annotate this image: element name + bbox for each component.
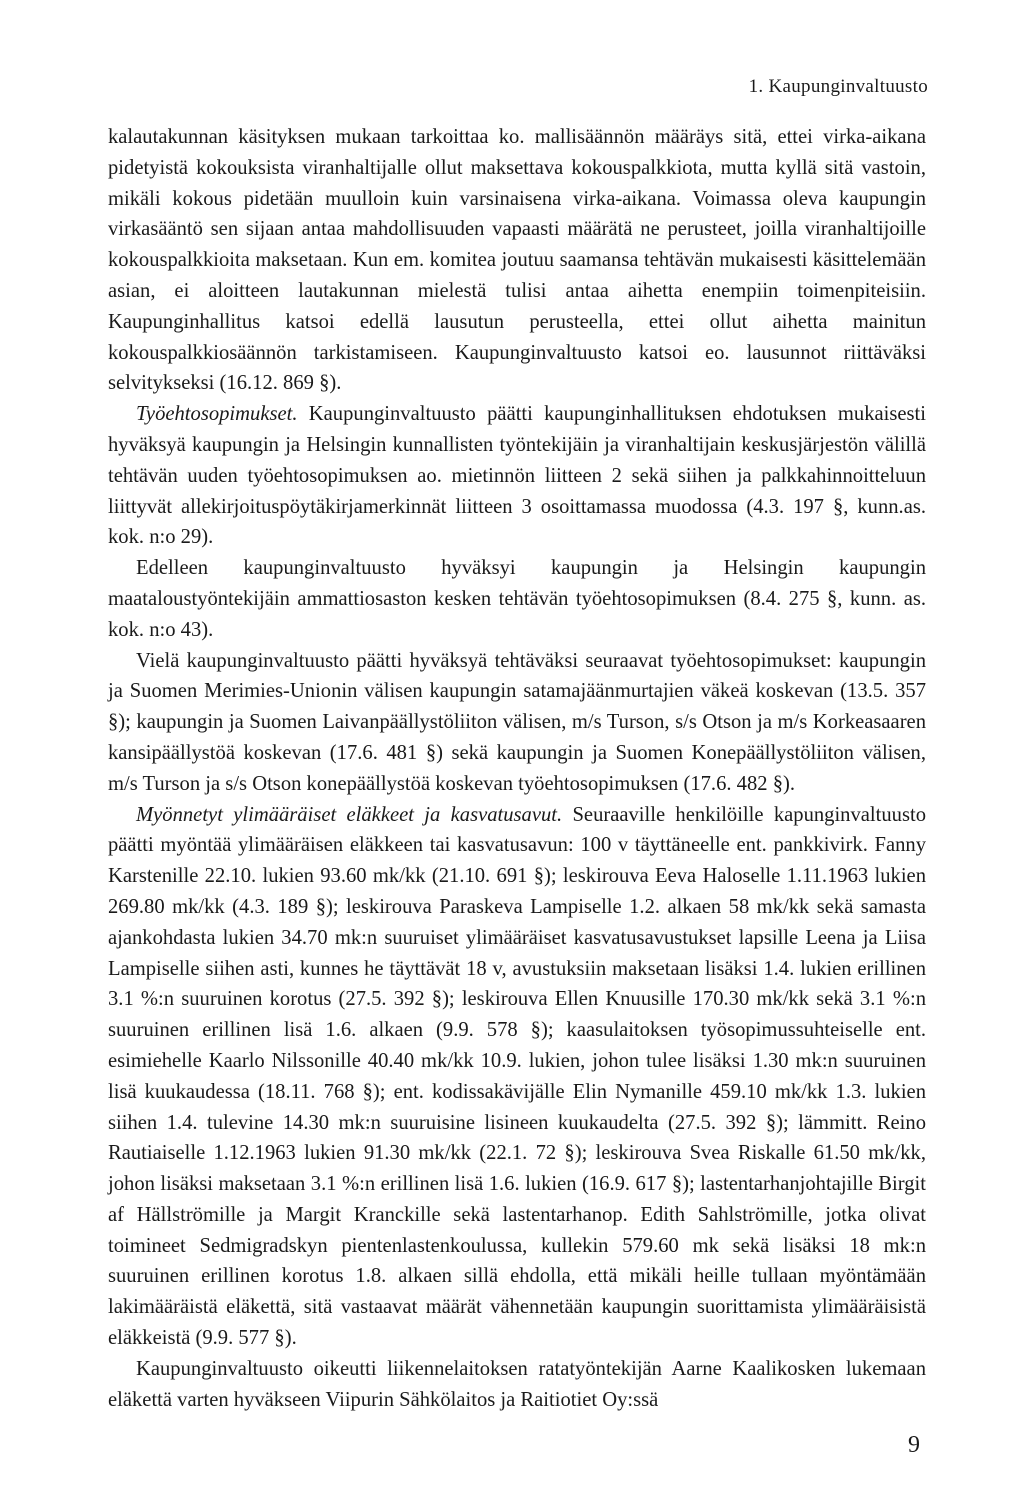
paragraph-text: Vielä kaupunginvaltuusto päätti hyväksyä tehtäväksi seuraavat työehtosopimukset: kaupungin ja Suomen Merimies-Unionin välisen kaupungin satamajäänmurtajien väkeä koskevan (13.5. 357 §); kaupungin ja Suomen Laivanpäällystöliiton välisen, m/s Turson, s/s Otson ja m/s Korkeasaaren kansipäällystöä koskevan (17.6. 481 §) sekä kaupungin ja Suomen Konepäällystöliiton välisen, m/s Turson ja s/s Otson konepäällystöä koskevan työehtosopimuksen (17.6. 482 §). (108, 649, 926, 795)
body-text (108, 122, 926, 1415)
paragraph-maritime-agreements (108, 646, 926, 800)
paragraph-meeting-fees (108, 122, 926, 399)
section-heading-pensions: Myönnetyt ylimääräiset eläkkeet ja kasvatusavut. (136, 803, 563, 826)
running-head: 1. Kaupunginvaltuusto (748, 76, 928, 97)
paragraph-text: Edelleen kaupunginvaltuusto hyväksyi kaupungin ja Helsingin kaupungin maataloustyöntekijäin ammattiosaston kesken tehtävän työehtosopimuksen (8.4. 275 §, kunn. as. kok. n:o 43). (108, 557, 926, 641)
page-number: 9 (908, 1432, 920, 1458)
paragraph-agricultural-agreement (108, 553, 926, 645)
paragraph-pension-service-credit (108, 1354, 926, 1416)
paragraph-text: kalautakunnan käsityksen mukaan tarkoittaa ko. mallisäännön määräys sitä, ettei virka-aikana pidetyistä kokouksista viranhaltijalle ollut maksettava kokouspalkkiota, mutta kyllä sitä vastoin, mikäli kokous pidetään muulloin kuin varsinaisena virka-aikana. Voimassa oleva kaupungin virkasääntö sen sijaan antaa mahdollisuuden vapaasti määrätä ne perusteet, joilla viranhaltijoille kokouspalkkioita maksetaan. Kun em. komitea joutuu saamansa tehtävän mukaisesti käsittelemään asian, ei aloitteen lautakunnan mielestä tulisi antaa aihetta enempiin toimenpiteisiin. Kaupunginhallitus katsoi edellä lausutun perusteella, ettei ollut aihetta mainitun kokouspalkkiosäännön tarkistamiseen. Kaupunginvaltuusto katsoi eo. lausunnot riittäväksi selvitykseksi (16.12. 869 §). (108, 126, 926, 395)
paragraph-collective-agreements (108, 399, 926, 553)
paragraph-text: Seuraaville henkilöille kapunginvaltuusto päätti myöntää ylimääräisen eläkkeen tai kasvatusavun: 100 v täyttäneelle ent. pankkivirk. Fanny Karstenille 22.10. lukien 93.60 mk/kk (21.10. 691 §); leskirouva Eeva Haloselle 1.11.1963 lukien 269.80 mk/kk (4.3. 189 §); leskirouva Paraskeva Lampiselle 1.2. alkaen 58 mk/kk sekä samasta ajankohdasta lukien 34.70 mk:n suuruiset ylimääräiset kasvatusavustukset lapsille Leena ja Liisa Lampiselle siihen asti, kunnes he täyttävät 18 v, avustuksiin maksetaan lisäksi 1.4. lukien erillinen 3.1 %:n suuruinen korotus (27.5. 392 §); leskirouva Ellen Knuusille 170.30 mk/kk sekä 3.1 %:n suuruinen erillinen lisä 1.6. alkaen (9.9. 578 §); kaasulaitoksen työsopimussuhteiselle ent. esimiehelle Kaarlo Nilssonille 40.40 mk/kk 10.9. lukien, johon tulee lisäksi 1.30 mk:n suuruinen lisä kuukaudessa (18.11. 768 §); ent. kodissakävijälle Elin Nymanille 459.10 mk/kk 1.3. lukien siihen 1.4. tulevine 14.30 mk:n suuruisine lisineen kuukaudelta (27.5. 392 §); lämmitt. Reino Rautiaiselle 1.12.1963 lukien 91.30 mk/kk (22.1. 72 §); leskirouva Svea Riskalle 61.50 mk/kk, johon lisäksi maksetaan 3.1 %:n erillinen lisä 1.6. lukien (16.9. 617 §); lastentarhanjohtajille Birgit af Hällströmille ja Margit Kranckille sekä lastentarhanop. Edith Sahlströmille, jotka olivat toimineet Sedmigradskyn pientenlastenkoulussa, kullekin 579.60 mk sekä lisäksi 18 mk:n suuruinen erillinen korotus 1.8. alkaen sillä ehdolla, että mikäli heille tullaan myöntämään lakimääräistä eläkettä, sitä vastaavat määrät vähennetään kaupungin suorittamista ylimääräisistä eläkkeistä (9.9. 577 §). (108, 803, 926, 1350)
paragraph-pensions (108, 800, 926, 1354)
paragraph-text: Kaupunginvaltuusto oikeutti liikennelaitoksen ratatyöntekijän Aarne Kaalikosken lukemaan eläkettä varten hyväkseen Viipurin Sähkölaitos ja Raitiotiet Oy:ssä (108, 1357, 926, 1411)
section-heading-tyoehtosopimukset: Työehtosopimukset. (136, 403, 298, 426)
paragraph-text: Kaupunginvaltuusto päätti kaupunginhallituksen ehdotuksen mukaisesti hyväksyä kaupungin ja Helsingin kunnallisten työntekijäin ja viranhaltijain keskusjärjestön välillä tehtävän uuden työehtosopimuksen ao. mietinnön liitteen 2 sekä siihen ja palkkahinnoitteluun liittyvät allekirjoituspöytäkirjamerkinnät liitteen 3 osoittamassa muodossa (4.3. 197 §, kunn.as. kok. n:o 29). (108, 403, 926, 549)
